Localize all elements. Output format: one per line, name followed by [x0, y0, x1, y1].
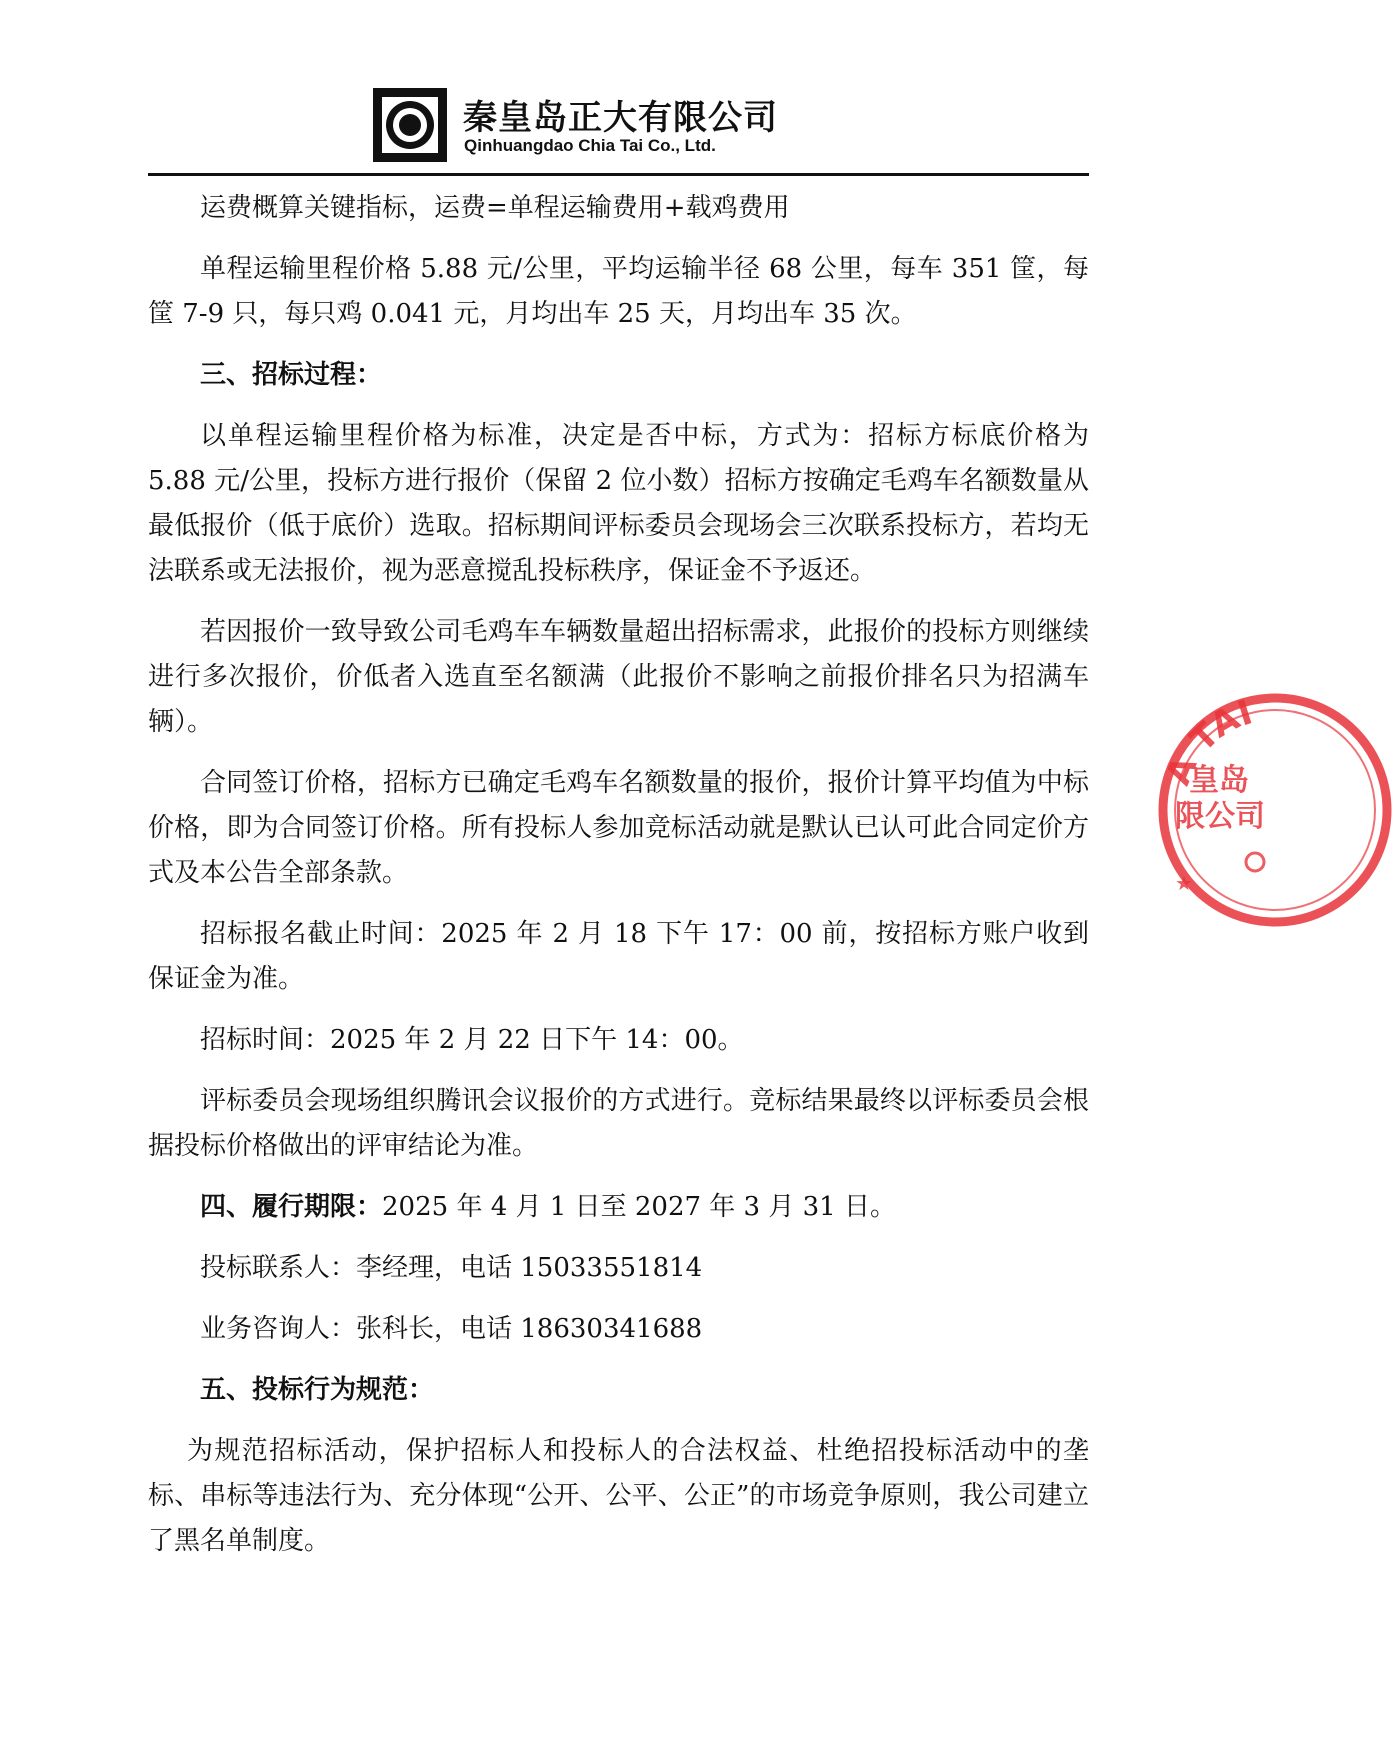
company-name-en: Qinhuangdao Chia Tai Co., Ltd. — [464, 136, 716, 155]
paragraph-bid-time: 招标时间：2025 年 2 月 22 日下午 14：00。 — [200, 1025, 744, 1055]
document-body — [148, 186, 1089, 1564]
letterhead — [373, 88, 873, 164]
company-logo-icon — [373, 88, 447, 162]
section-heading-bidding-process: 三、招标过程： — [200, 360, 383, 390]
company-name-cn: 秦皇岛正大有限公司 — [463, 98, 778, 138]
seal-arc-text: A TAI — [1158, 692, 1258, 791]
paragraph-bid-contact: 投标联系人：李经理，电话 15033551814 — [200, 1253, 703, 1283]
paragraph-freight-indicators: 单程运输里程价格 5.88 元/公里，平均运输半径 68 公里，每车 351 筐，每筐 7-9 只，每只鸡 0.041 元，月均出车 25 天，月均出车 35 次。 — [148, 254, 1089, 329]
svg-text:★: ★ — [1175, 871, 1193, 895]
paragraph-tie-rebid: 若因报价一致导致公司毛鸡车车辆数量超出招标需求，此报价的投标方则继续进行多次报价，价低者入选直至名额满（此报价不影响之前报价排名只为招满车辆）。 — [148, 617, 1089, 737]
paragraph-bid-method: 以单程运输里程价格为标准，决定是否中标，方式为：招标方标底价格为 5.88 元/公里，投标方进行报价（保留 2 位小数）招标方按确定毛鸡车名额数量从最低报价（低于底价）选取。招标期间评标委员会现场会三次联系投标方，若均无法联系或无法报价，视为恶意搅乱投标秩序，保证金不予返还。 — [148, 421, 1089, 586]
paragraph-business-contact: 业务咨询人：张科长，电话 18630341688 — [200, 1314, 703, 1344]
paragraph-performance-period — [148, 1185, 1089, 1230]
section-heading-conduct: 五、投标行为规范： — [200, 1375, 435, 1405]
paragraph-contract-price: 合同签订价格，招标方已确定毛鸡车名额数量的报价，报价计算平均值为中标价格，即为合同签订价格。所有投标人参加竞标活动就是默认已认可此合同定价方式及本公告全部条款。 — [148, 768, 1089, 888]
paragraph-registration-deadline: 招标报名截止时间：2025 年 2 月 18 下午 17：00 前，按招标方账户收到保证金为准。 — [148, 919, 1089, 994]
paragraph-blacklist: 为规范招标活动，保护招标人和投标人的合法权益、杜绝招投标活动中的垄标、串标等违法行为、充分体现“公开、公平、公正”的市场竞争原则，我公司建立了黑名单制度。 — [148, 1436, 1089, 1556]
seal-text-line2: 限公司 — [1175, 799, 1265, 834]
performance-period-dates: 2025 年 4 月 1 日至 2027 年 3 月 31 日。 — [382, 1192, 896, 1222]
paragraph-evaluation: 评标委员会现场组织腾讯会议报价的方式进行。竞标结果最终以评标委员会根据投标价格做出的评审结论为准。 — [148, 1086, 1089, 1161]
header-divider — [148, 173, 1089, 176]
company-seal-stamp — [1155, 690, 1395, 930]
seal-text-line1: 皇岛 — [1189, 763, 1249, 798]
paragraph-freight-formula: 运费概算关键指标，运费=单程运输费用+载鸡费用 — [200, 193, 790, 223]
section-heading-performance-period: 四、履行期限： — [200, 1192, 383, 1222]
